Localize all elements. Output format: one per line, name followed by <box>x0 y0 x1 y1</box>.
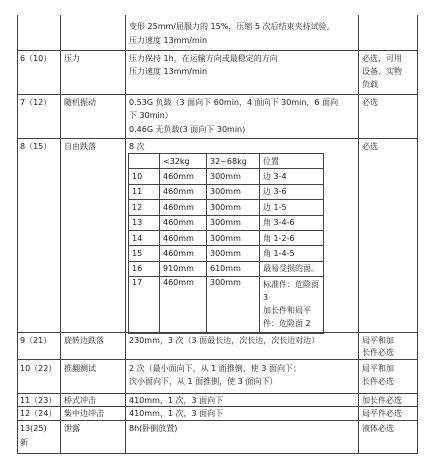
table-cell: 边 1-5 <box>260 200 324 215</box>
method-text: 0.46G 无负载(3 面向下 30min) <box>129 125 246 134</box>
remark-text: 加长件必选 <box>362 396 402 405</box>
method-text: 次小面向下，从 1 面推倒，使 3 面向下） <box>129 377 278 386</box>
table-row <box>129 169 324 184</box>
table-border <box>17 420 418 421</box>
table-border <box>17 359 418 360</box>
table-row <box>129 184 324 199</box>
method-text: 410mm，1 次，3 面向下 <box>129 409 224 418</box>
table-cell: 300mm <box>207 169 260 184</box>
row-number-note: 新 <box>20 438 28 447</box>
table-border <box>17 94 418 95</box>
remark-text: 必选 <box>362 142 378 151</box>
table-cell: 910mm <box>160 261 207 276</box>
table-cell: 460mm <box>160 246 207 261</box>
row-number: 10（22） <box>20 364 57 373</box>
table-border <box>358 15 359 453</box>
remark-text: 负载 <box>362 80 378 89</box>
method-text: 230mm，3 次（3 面最长边，次长边，次长边对边） <box>129 336 320 345</box>
table-cell: 最易受损的面。 <box>260 261 324 276</box>
table-cell: 10 <box>129 169 160 184</box>
table-cell: 边 3-4 <box>260 169 324 184</box>
item-name: 随机振动 <box>64 98 96 107</box>
table-row <box>129 261 324 276</box>
method-text: 2 次（最小面向下，从 1 面推倒，使 3 面向下； <box>129 364 301 373</box>
table-cell: 角 1-4-5 <box>260 246 324 261</box>
remark-text: 局平和加 <box>362 364 394 373</box>
table-cell: 610mm <box>207 261 260 276</box>
table-cell: 13 <box>129 215 160 230</box>
cell-line: 3 <box>263 293 269 303</box>
method-text: 8h(卧倒放置) <box>129 424 178 433</box>
table-cell: 16 <box>129 261 160 276</box>
method-text: 8 次 <box>129 142 145 151</box>
table-row <box>129 215 324 230</box>
header-cell: <32kg <box>160 154 207 169</box>
table-cell: 17 <box>129 277 160 334</box>
table-header-row <box>129 154 324 169</box>
table-cell: 11 <box>129 184 160 199</box>
remark-text: 必选，可用 <box>362 54 402 63</box>
drop-height-table <box>128 153 324 334</box>
method-text: 0.53G 负载（3 面向下 60min，4 面向下 30min，6 面向 <box>129 98 339 107</box>
table-cell: 角 3-4-6 <box>260 215 324 230</box>
table-border <box>17 50 418 51</box>
table-cell: 300mm <box>207 246 260 261</box>
item-name: 推翻测试 <box>64 364 96 373</box>
row-number: 12（24） <box>20 409 57 418</box>
item-name: 桥式冲击 <box>64 396 96 405</box>
table-row <box>129 277 324 334</box>
table-cell: 300mm <box>207 215 260 230</box>
table-border <box>60 15 61 453</box>
table-cell: 300mm <box>207 200 260 215</box>
method-text: 410mm，1 次，3 面向下 <box>129 396 224 405</box>
row-number: 6（10） <box>20 54 52 63</box>
row-number: 13(25) <box>20 424 47 433</box>
table-border <box>17 138 418 139</box>
row-number: 9（21） <box>20 336 52 345</box>
table-cell: 角 1-2-6 <box>260 230 324 245</box>
table-border <box>17 15 18 453</box>
table-cell: 14 <box>129 230 160 245</box>
item-name: 集中边冲击 <box>64 409 104 418</box>
method-text: 压力保持 1h，在运输方向或最稳定的方向 <box>129 54 278 63</box>
table-cell: 边 3-6 <box>260 184 324 199</box>
table-border <box>17 453 418 454</box>
remark-text: 液体必选 <box>362 424 394 433</box>
item-name: 泄露 <box>64 424 80 433</box>
item-name: 自由跌落 <box>64 142 96 151</box>
table-cell: 460mm <box>160 230 207 245</box>
table-row <box>129 246 324 261</box>
row-number: 8（15） <box>20 142 52 151</box>
table-border <box>417 15 418 453</box>
cell-line: 件：危险面 2 <box>263 319 311 329</box>
method-text: 下 30min） <box>129 111 173 120</box>
method-text: 压力速度 13mm/min <box>129 67 208 76</box>
remark-text: 设备、实物 <box>362 67 402 76</box>
remark-text: 局平和加 <box>362 336 394 345</box>
method-text: 压力速度 13mm/min <box>129 36 208 45</box>
table-cell: 300mm <box>207 277 260 334</box>
table-cell: 15 <box>129 246 160 261</box>
table-cell: 300mm <box>207 184 260 199</box>
table-cell: 460mm <box>160 169 207 184</box>
table-border <box>17 393 418 394</box>
method-text: 变形 25mm/屈服力的 15%，压缩 5 次后结束夹持试验。 <box>129 22 335 31</box>
item-name: 旋转边跌落 <box>64 336 104 345</box>
table-cell: 300mm <box>207 230 260 245</box>
table-cell <box>260 277 324 334</box>
table-cell: 12 <box>129 200 160 215</box>
table-cell: 460mm <box>160 277 207 334</box>
remark-text: 必选 <box>362 98 378 107</box>
header-cell: 32~68kg <box>207 154 260 169</box>
table-cell: 460mm <box>160 184 207 199</box>
remark-text: 局平件必选 <box>362 409 402 418</box>
header-cell: 位置 <box>260 154 324 169</box>
table-row <box>129 200 324 215</box>
header-cell <box>129 154 160 169</box>
item-name: 压力 <box>64 54 80 63</box>
cell-line: 加长件和局平 <box>263 306 311 316</box>
remark-text: 长件必选 <box>362 348 394 357</box>
table-row <box>129 230 324 245</box>
table-cell: 460mm <box>160 200 207 215</box>
table-cell: 460mm <box>160 215 207 230</box>
table-border <box>125 15 126 453</box>
remark-text: 长件必选 <box>362 377 394 386</box>
row-number: 7（12） <box>20 98 52 107</box>
row-number: 11（23） <box>20 396 57 405</box>
cell-line: 标准件：危险面 <box>263 280 319 290</box>
